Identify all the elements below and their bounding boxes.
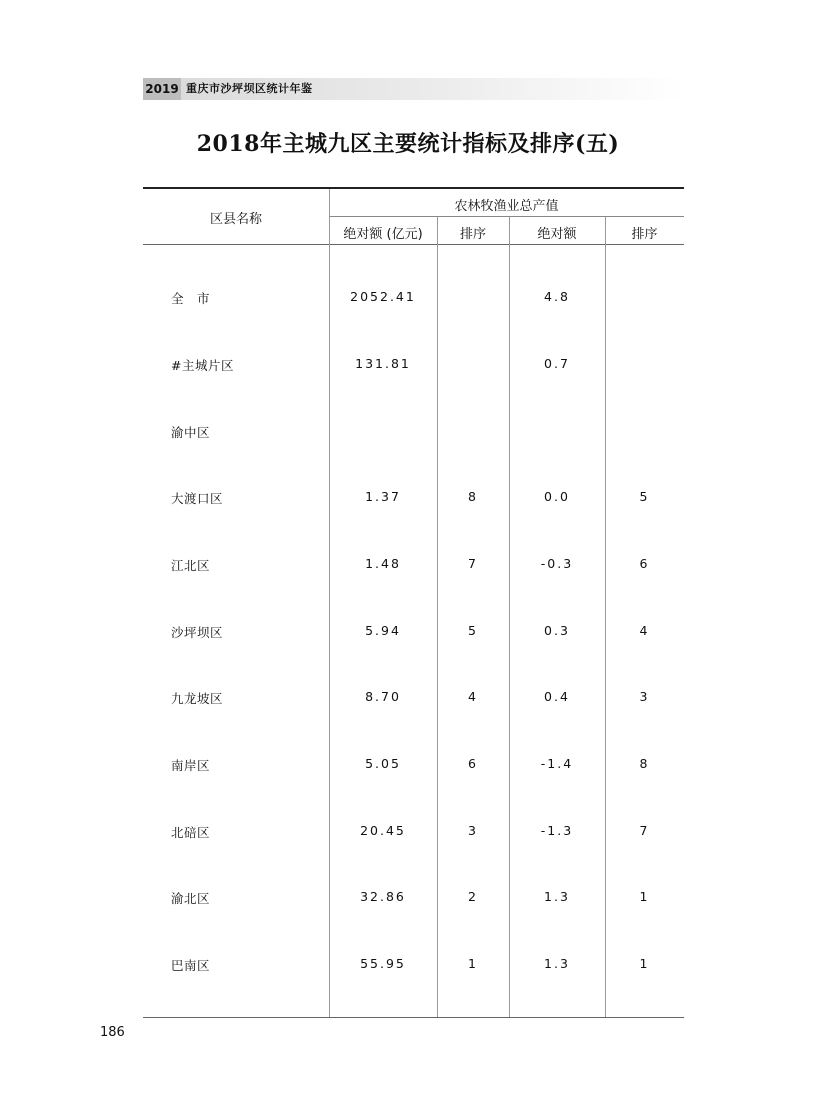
row-cell-abs: 1.37: [365, 489, 401, 504]
row-region-name: 大渡口区: [171, 491, 224, 506]
row-cell-rank: 2: [468, 889, 478, 904]
row-cell-rank: 1: [468, 956, 478, 971]
row-cell-abs2: -0.3: [540, 556, 574, 571]
row-cell-abs: 5.05: [365, 756, 401, 771]
row-region-name: 巴南区: [171, 958, 211, 973]
table-bottom-rule: [143, 1017, 684, 1018]
page-number: 186: [100, 1025, 125, 1040]
row-cell-abs: 131.81: [355, 356, 411, 371]
row-region-name: 九龙坡区: [171, 691, 224, 706]
row-region-name: 渝北区: [171, 891, 211, 906]
header-absolute-yi-yuan: 绝对额 (亿元): [343, 227, 423, 242]
row-cell-rank2: 4: [639, 623, 650, 638]
row-cell-abs2: 0.4: [544, 689, 570, 704]
header-group-output: 农林牧渔业总产值: [454, 199, 559, 214]
row-cell-rank: 7: [468, 556, 478, 571]
header-region-name: 区县名称: [209, 212, 262, 227]
row-cell-abs2: 0.0: [544, 489, 570, 504]
row-cell-abs2: 1.3: [544, 956, 570, 971]
row-cell-abs2: -1.4: [540, 756, 574, 771]
row-region-name: #主城片区: [171, 358, 234, 373]
row-cell-rank: 4: [468, 689, 478, 704]
row-cell-abs: 32.86: [360, 889, 406, 904]
row-cell-rank2: 1: [639, 956, 650, 971]
running-header-year: 2019: [145, 82, 179, 96]
row-cell-abs: 20.45: [360, 823, 406, 838]
table-top-rule: [143, 187, 684, 189]
row-cell-abs: 55.95: [360, 956, 406, 971]
header-absolute: 绝对额: [537, 227, 577, 242]
row-region-name: 北碚区: [171, 825, 211, 840]
row-region-name: 南岸区: [171, 758, 211, 773]
row-cell-abs2: -1.3: [540, 823, 574, 838]
row-cell-rank: 8: [468, 489, 478, 504]
row-region-name: 沙坪坝区: [171, 625, 224, 640]
page-title: 2018年主城九区主要统计指标及排序(五): [196, 131, 620, 157]
row-cell-rank2: 7: [639, 823, 650, 838]
header-group-rule: [329, 216, 684, 217]
row-cell-rank2: 5: [639, 489, 650, 504]
running-header-title: 重庆市沙坪坝区统计年鉴: [186, 82, 313, 95]
running-header-year-box: [143, 78, 181, 100]
row-cell-rank: 3: [468, 823, 478, 838]
row-cell-abs2: 4.8: [544, 289, 570, 304]
row-cell-rank2: 8: [639, 756, 650, 771]
row-cell-abs: 1.48: [365, 556, 401, 571]
header-bottom-rule: [143, 244, 684, 245]
row-cell-abs2: 0.3: [544, 623, 570, 638]
row-cell-abs: 5.94: [365, 623, 401, 638]
row-cell-rank: 5: [468, 623, 478, 638]
row-cell-abs: 2052.41: [350, 289, 416, 304]
row-cell-rank: 6: [468, 756, 478, 771]
row-cell-rank2: 3: [639, 689, 650, 704]
row-region-name: 渝中区: [171, 425, 211, 440]
row-cell-abs: 8.70: [365, 689, 401, 704]
row-cell-rank2: 1: [639, 889, 650, 904]
row-region-name: 江北区: [171, 558, 211, 573]
header-rank: 排序: [459, 227, 486, 242]
row-region-name: 全 市: [171, 291, 211, 306]
header-rank-2: 排序: [631, 227, 658, 242]
row-cell-abs2: 1.3: [544, 889, 570, 904]
row-cell-abs2: 0.7: [544, 356, 570, 371]
row-cell-rank2: 6: [639, 556, 650, 571]
